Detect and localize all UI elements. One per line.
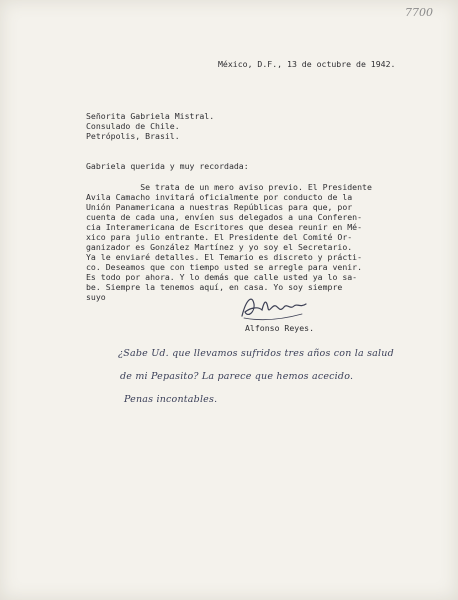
body-line: cuenta de cada una, envíen sus delegados a una Conferen- — [86, 212, 363, 222]
recipient-name: Señorita Gabriela Mistral. — [86, 111, 215, 121]
archive-number: 7700 — [405, 6, 433, 19]
recipient-office: Consulado de Chile. — [86, 121, 180, 131]
body-line: ganizador es González Martínez y yo soy el Secretario. — [86, 242, 353, 252]
body-line: Avila Camacho invitará oficialmente por conducto de la — [86, 192, 353, 202]
body-line: co. Deseamos que con tiempo usted se arregle para venir. — [86, 262, 363, 272]
salutation: Gabriela querida y muy recordada: — [86, 161, 249, 171]
date-line: México, D.F., 13 de octubre de 1942. — [218, 59, 396, 69]
recipient-city: Petrópolis, Brasil. — [86, 131, 180, 141]
body-line: suyo — [86, 292, 106, 302]
body-line: Es todo por ahora. Y lo demás que calle usted ya lo sa- — [86, 272, 358, 282]
body-line: cia Interamericana de Escritores que desea reunir en Mé- — [86, 222, 363, 232]
postscript-line: ¿Sabe Ud. que llevamos sufridos tres años con la salud — [118, 348, 394, 359]
body-line: Ya le enviaré detalles. El Temario es discreto y prácti- — [86, 252, 363, 262]
handwritten-signature — [236, 290, 316, 324]
body-line: Unión Panamericana a nuestras Repúblicas para que, por — [86, 202, 353, 212]
postscript-line: Penas incontables. — [124, 394, 218, 405]
postscript-line: de mi Pepasito? La parece que hemos acecido. — [120, 371, 354, 382]
body-line: xico para julio entrante. El Presidente del Comité Or- — [86, 232, 353, 242]
typed-signature-name: Alfonso Reyes. — [245, 323, 315, 333]
body-line: Se trata de un mero aviso previo. El Presidente — [86, 182, 372, 192]
body-line: be. Siempre la tenemos aquí, en casa. Yo soy siempre — [86, 282, 343, 292]
